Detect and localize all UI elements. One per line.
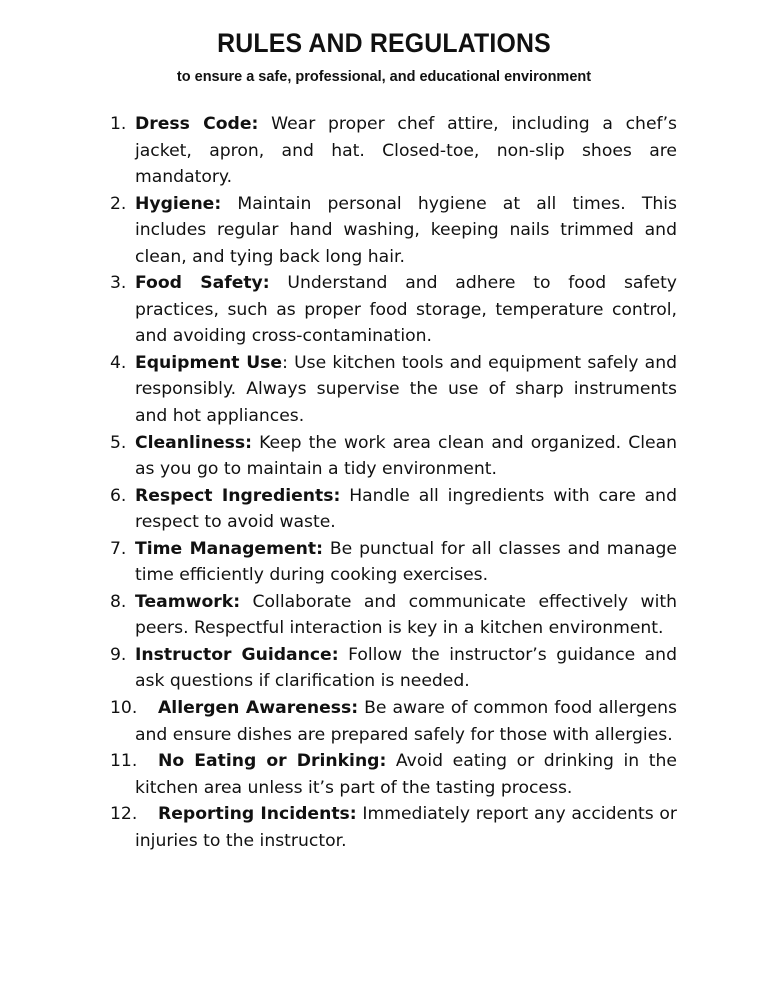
rule-label: No Eating or Drinking: — [158, 751, 387, 772]
rule-item — [110, 589, 677, 642]
rule-text: Be punctual for all classes and manage time efficiently during cooking exercises. — [135, 538, 677, 586]
rule-number: 1. — [110, 114, 127, 134]
rule-number: 3. — [110, 273, 127, 294]
rule-text: Collaborate and communicate effectively with peers. Respectful interaction is key in a kitchen environment. — [135, 591, 677, 639]
rule-text: : Use kitchen tools and equipment safely and responsibly. Always supervise the use of sharp instruments and hot appliances. — [135, 352, 677, 427]
rule-item — [110, 483, 677, 536]
rule-number: 5. — [110, 432, 127, 453]
rules-list — [110, 111, 677, 854]
rule-number: 10. — [110, 698, 138, 719]
rule-item — [110, 350, 677, 430]
rule-label: Cleanliness: — [135, 432, 253, 453]
rule-text: Keep the work area clean and organized. Clean as you go to maintain a tidy environment. — [135, 432, 677, 480]
rule-label: Respect Ingredients: — [135, 485, 341, 506]
rule-label: Instructor Guidance: — [135, 644, 339, 665]
rule-label: Teamwork: — [135, 591, 241, 612]
rule-label: Reporting Incidents: — [158, 804, 357, 825]
rule-text: Immediately report any accidents or injuries to the instructor. — [135, 804, 677, 851]
rule-number: 12. — [110, 804, 138, 825]
rule-number: 8. — [110, 591, 127, 612]
rule-number: 11. — [110, 751, 138, 772]
rule-number: 2. — [110, 193, 127, 214]
page-title: RULES AND REGULATIONS — [217, 28, 551, 58]
rule-text: Wear proper chef attire, including a chef’s jacket, apron, and hat. Closed-toe, non-slip shoes are mandatory. — [135, 114, 677, 188]
rule-item — [110, 191, 677, 271]
rule-label: Equipment Use — [135, 352, 283, 373]
rule-text: Understand and adhere to food safety practices, such as proper food storage, temperature control, and avoiding cross-contamination. — [135, 273, 677, 347]
rule-item — [110, 642, 677, 695]
rule-item — [110, 111, 677, 191]
rule-text: Follow the instructor’s guidance and ask questions if clarification is needed. — [135, 644, 677, 692]
rule-text: Handle all ingredients with care and respect to avoid waste. — [135, 485, 677, 533]
rule-label: Hygiene: — [135, 193, 222, 214]
rule-item — [110, 536, 677, 589]
rule-item — [110, 430, 677, 483]
rule-number: 4. — [110, 352, 127, 373]
rule-item — [110, 748, 677, 801]
page-subtitle: to ensure a safe, professional, and educational environment — [176, 69, 592, 85]
rule-label: Time Management: — [135, 538, 323, 559]
rule-text: Maintain personal hygiene at all times. This includes regular hand washing, keeping nails trimmed and clean, and tying back long hair. — [135, 193, 677, 267]
rule-number: 6. — [110, 485, 127, 506]
rule-item — [110, 695, 677, 748]
rule-label: Allergen Awareness: — [158, 698, 359, 719]
rule-text: Avoid eating or drinking in the kitchen area unless it’s part of the tasting process. — [135, 751, 677, 798]
rule-number: 7. — [110, 538, 127, 559]
rule-text: Be aware of common food allergens and ensure dishes are prepared safely for those with allergies. — [135, 698, 677, 745]
rule-item — [110, 801, 677, 854]
rule-label: Dress Code: — [135, 114, 259, 134]
rule-number: 9. — [110, 644, 127, 665]
rule-item — [110, 270, 677, 350]
rule-label: Food Safety: — [135, 273, 270, 294]
